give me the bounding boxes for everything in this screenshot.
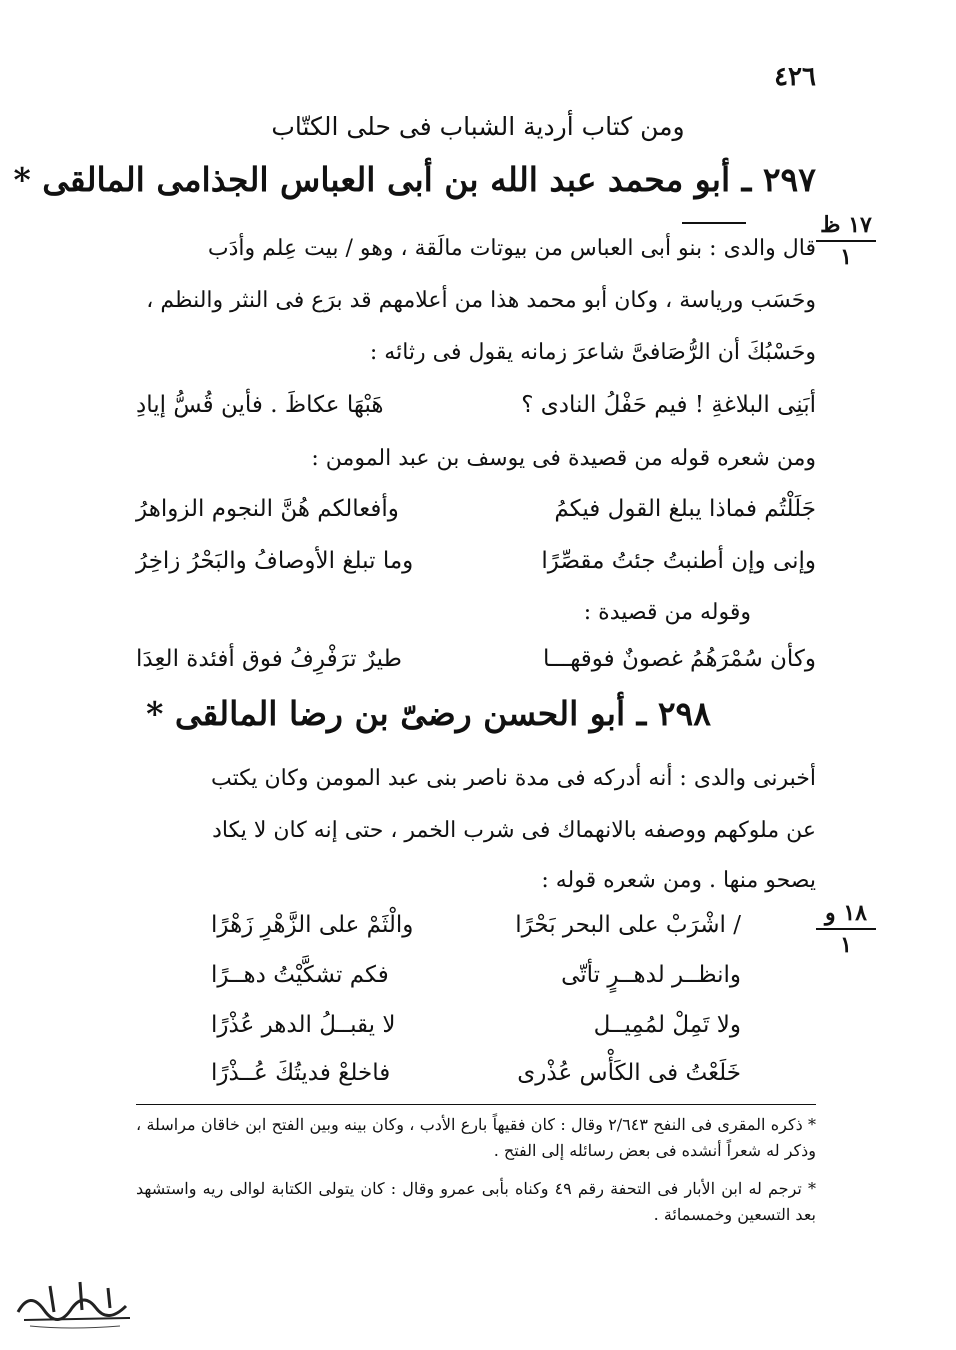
folio-number: ١٧ ظ — [820, 212, 872, 238]
hemistich-first: ولا تَمِلْ لمُمِيــل — [593, 1012, 741, 1038]
fraction-line — [816, 928, 876, 930]
hemistich-first: خَلَعْتُ فى الكَأْس عُذْرى — [517, 1060, 741, 1086]
entry-heading-297: ٢٩٧ ـ أبو محمد عبد الله بن أبى العباس الجذامى المالقى * — [13, 160, 816, 199]
prose-line: وحَسَب ورياسة ، وكان أبو محمد هذا من أعلامهم قد برَع فى النثر والنظم ، — [146, 288, 816, 313]
prose-line: وحَسْبُكَ أن الرُّصَافىَّ شاعرَ زمانه يقول فى رثائه : — [369, 340, 816, 365]
running-header: ومن كتاب أردية الشباب فى حلى الكتّاب — [271, 112, 685, 141]
verse-line — [136, 496, 816, 536]
verse-intro: وقوله من قصيدة : — [583, 600, 751, 625]
prose-line: أخبرنى والدى : أنه أدركه فى مدة ناصر بنى عبد المومن وكان يكتب — [211, 766, 816, 791]
folio-line: ١ — [840, 244, 852, 270]
footnote-rule — [136, 1104, 816, 1105]
prose-line: عن ملوكهم ووصفه بالانهماك فى شرب الخمر ، حتى إنه كان لا يكاد — [212, 818, 816, 843]
hemistich-first: وإنى وإن أطنبتُ جئتُ مقصِّرًا — [541, 548, 816, 574]
hemistich-first: أبَنِى البلاغةِ ! فيم حَفْلُ النادى ؟ — [521, 392, 816, 418]
verse-intro: ومن شعره قوله من قصيدة فى يوسف بن عبد المومن : — [311, 446, 816, 471]
hemistich-second: وما تبلغ الأوصافُ والبَحْرُ زاخِرُ — [136, 548, 414, 574]
prose-line: يصحو منها . ومن شعره قوله : — [541, 868, 816, 893]
hemistich-first: / اشْرَبْ على البحر بَحْرًا — [515, 912, 741, 938]
hemistich-second: طيرٌ ترَفْرِفُ فوق أفئدة العِدَا — [136, 646, 402, 672]
hemistich-second: والْثَمْ على الزَّهْرِ زَهْرًا — [211, 912, 414, 938]
hemistich-second: وأفعالكم هُنَّ النجوم الزواهرُ — [136, 496, 399, 522]
verse-line — [136, 646, 816, 686]
verse-line — [211, 912, 741, 952]
folio-line: ١ — [840, 932, 852, 958]
folio-number: ١٨ و — [825, 900, 867, 926]
prose-line: قال والدى : بنو أبى العباس من بيوتات مالَقة ، وهو / بيت عِلم وأدَب — [207, 236, 816, 261]
page-number: ٤٢٦ — [774, 62, 816, 92]
hemistich-second: لا يقبــلُ الدهر عُذْرًا — [211, 1012, 396, 1038]
hemistich-second: هَبْهَا عكاظَ . فأين قُسُّ إيادِ — [136, 392, 384, 418]
heading-underline — [682, 222, 746, 224]
footnote: * ذكره المقرى فى النفح ٢/٦٤٣ وقال : كان فقيهاً بارع الأدب ، وكان بينه وبين الفتح ابن خاقان مراسلة ، وذكر له شعراً أنشده فى بعض رسائله إلى الفتح . — [136, 1115, 816, 1160]
hemistich-second: فكم تشكَّيْتُ دهــرًا — [211, 962, 389, 988]
margin-folio-note — [816, 212, 876, 270]
verse-line — [211, 1012, 741, 1052]
footnote: * ترجم له ابن الأبار فى التحفة رقم ٤٩ وكناه بأبى عمرو وقال : كان يتولى الكتابة لوالى ريه واستشهد بعد التسعين وخمسمائة . — [136, 1179, 816, 1224]
hemistich-second: فاخلعْ فديتُكَ عُــذْرًا — [211, 1060, 391, 1086]
fraction-line — [816, 240, 876, 242]
margin-folio-note — [816, 900, 876, 958]
verse-line — [211, 962, 741, 1002]
verse-line — [136, 548, 816, 588]
hemistich-first: وانظــر لدهــرٍ تأتّى — [561, 962, 741, 988]
hemistich-first: وكأن سُمْرَهُمُ غصونٌ فوقهـــا — [542, 646, 816, 672]
verse-line — [211, 1060, 741, 1100]
hemistich-first: جَلَلْتُم فماذا يبلغ القول فيكمُ — [554, 496, 816, 522]
library-stamp-logo — [10, 1272, 140, 1332]
verse-line — [136, 392, 816, 432]
entry-heading-298: ٢٩٨ ـ أبو الحسن رضىّ بن رضا المالقى * — [146, 694, 711, 733]
